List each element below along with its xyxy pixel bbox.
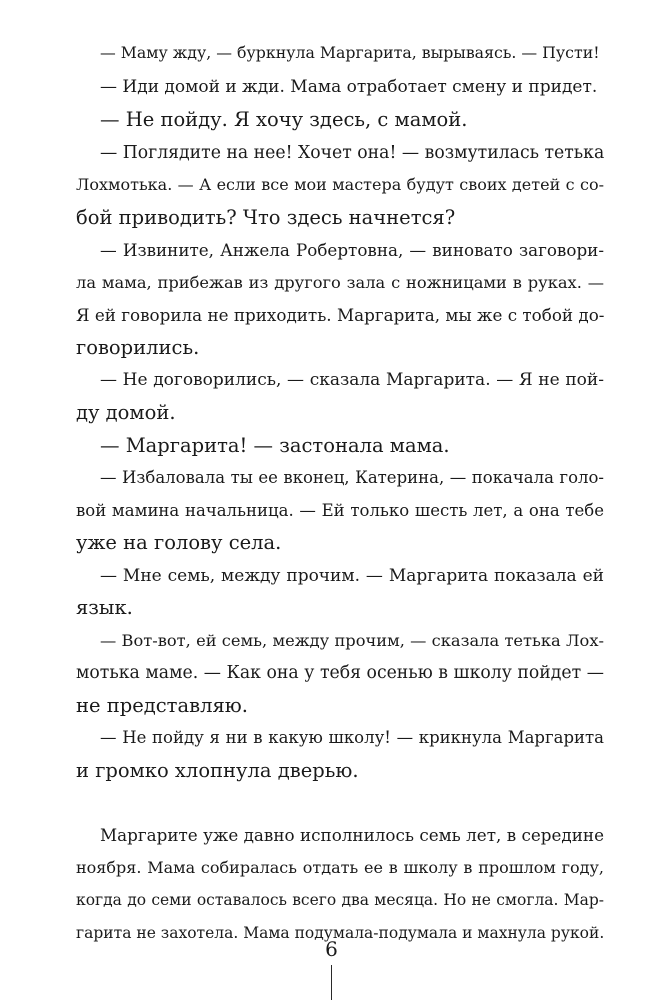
text-line: — Вот-вот, ей семь, между прочим, — сказала тетька Лох- (100, 631, 604, 650)
text-line: — Иди домой и жди. Мама отработает смену и придет. (100, 77, 598, 97)
text-line: — Извините, Анжела Робертовна, — виновато заговори- (100, 240, 604, 260)
text-line: — Мне семь, между прочим. — Маргарита показала ей (100, 566, 604, 586)
text-line: — Избаловала ты ее вконец, Катерина, — покачала голо- (100, 468, 604, 487)
text-line: гарита не захотела. Мама подумала-подумала и махнула рукой. (76, 924, 605, 942)
text-line: ноября. Мама собиралась отдать ее в школу в прошлом году, (76, 858, 604, 877)
text-line: бой приводить? Что здесь начнется? (76, 206, 456, 229)
text-line: не представляю. (76, 694, 248, 717)
text-line: — Не пойду. Я хочу здесь, с мамой. (100, 108, 468, 131)
text-line: мотька маме. — Как она у тебя осенью в школу пойдет — (76, 663, 604, 683)
text-line: и громко хлопнула дверью. (76, 759, 359, 782)
text-line: Маргарите уже давно исполнилось семь лет, в середине (100, 825, 604, 845)
page-divider-line (331, 965, 332, 1000)
text-line: — Маму жду, — буркнула Маргарита, вырываясь. — Пусти! (100, 43, 600, 62)
text-line: Лохмотька. — А если все мои мастера будут своих детей с со- (76, 175, 604, 194)
text-line: — Маргарита! — застонала мама. (100, 434, 450, 457)
text-line: — Не пойду я ни в какую школу! — крикнула Маргарита (100, 728, 604, 747)
text-line: — Не договорились, — сказала Маргарита. — Я не пой- (100, 370, 604, 390)
text-line: ду домой. (76, 401, 176, 424)
text-line: уже на голову села. (76, 531, 282, 554)
page-number: 6 (325, 937, 338, 961)
text-line: Я ей говорила не приходить. Маргарита, мы же с тобой до- (76, 305, 605, 325)
text-line: ла мама, прибежав из другого зала с ножницами в руках. — (76, 273, 604, 292)
text-line: язык. (76, 596, 133, 619)
text-line: когда до семи оставалось всего два месяца. Но не смогла. Мар- (76, 891, 604, 909)
text-line: вой мамина начальница. — Ей только шесть лет, а она тебе (76, 501, 604, 520)
text-line: — Поглядите на нее! Хочет она! — возмутилась тетька (100, 143, 605, 163)
text-line: говорились. (76, 336, 200, 359)
